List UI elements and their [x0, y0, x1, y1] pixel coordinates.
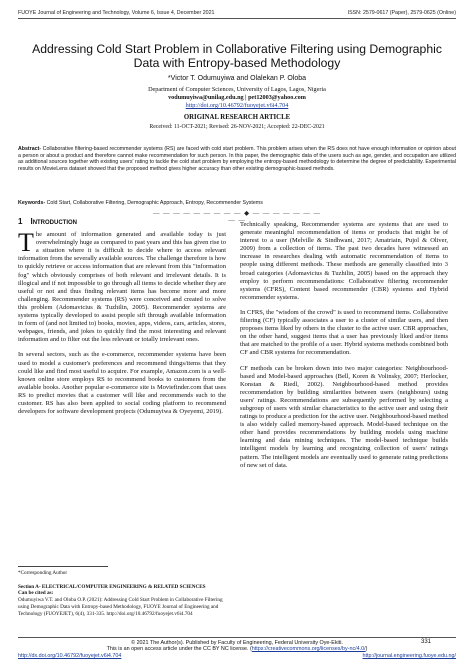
doi-link[interactable]: http://doi.org/10.46792/fuoyejet.v6i4.704 — [185, 102, 289, 109]
section-number: 1 — [18, 217, 23, 226]
intro-paragraph-5: CF methods can be broken down into two major categories: Neighbourhood-based and Model-based approaches (Bell, Koren & Volinsky, 2007; Herlocker, Konstan & Riedl, 2002). Neighbourhood-based method provides recommendation by building similarities between users (neighbours) using users' ratings. Recommendations are subsequently performed by selecting a subgroup of users with similar characteristics to the active user and using their ratings to produce a prediction for the active user. Neighbourhood-based method is also widely called memory-based approach. Model-based technique on the other hand provides recommendations by building models using machine learning and data mining techniques. The model-based technique builds intelligent models by learning and recognizing collection of users' ratings pattern. The intelligent models are eventually used to generate rating predictions of new set of data. — [240, 364, 448, 469]
section-title-initial: I — [30, 217, 33, 226]
authors: *Victor T. Odumuyiwa and Olalekan P. Oloba — [167, 75, 307, 82]
intro-paragraph-1-text: he amount of information generated and available today is just overwhelmingly huge as compared to past years and this has given rise to a situation where it is difficult to decide where to access relevant information from the severally available sources. The challenge therefore is how to quickly retrieve or access information that are relevant from this "information fog" which obviously comprises of both relevant and irrelevant details. It is illogical and if not impossible to go through all items to decide whether they are useful or not and thus finding relevant items has become more and more challenging. Recommender systems (RS) were conceived and created to solve this problem (Adomavicius & Tuzhilin, 2005). Recommender systems are systems typically developed to assist people sift through available information in form of (and not limited to) books, movies, apps, videos, cars, articles, stores, webpages, friends, and jokes to quickly find the most interesting and relevant information and to filter out the less relevant or totally irrelevant ones. — [18, 231, 226, 344]
paper-title: Addressing Cold Start Problem in Collaborative Filtering using Demographic Data with Entropy-based Methodology — [32, 42, 442, 70]
journal-site-link[interactable]: http://journal.engineering.fuoye.edu.ng/ — [362, 652, 456, 659]
page-number: 331 — [421, 639, 432, 645]
footer-links — [18, 653, 456, 659]
page-footer — [18, 637, 456, 659]
corresponding-author-note: *Corresponding Author — [18, 570, 68, 576]
footer-doi-link[interactable]: http://dx.doi.org/10.46792/fuoyejet.v6i4.704 — [18, 652, 122, 659]
author-emails: vodumuyiwa@unilag.edu.ng | pet12003@yahoo.com — [168, 94, 306, 101]
abstract — [18, 146, 456, 172]
copyright-line: © 2021 The Author(s). Published by Faculty of Engineering, Federal University Oye-Ekiti. — [131, 640, 343, 646]
license-prefix: This is an open access article under the CC BY NC license. ( — [106, 646, 252, 653]
article-type: ORIGINAL RESEARCH ARTICLE — [183, 114, 291, 121]
affiliation: Department of Computer Sciences, University of Lagos, Lagos, Nigeria — [148, 86, 326, 93]
footnote-block — [18, 566, 226, 617]
citation-label: Can be cited as: — [18, 590, 54, 597]
issn: ISSN: 2579-0617 (Paper), 2579-0625 (Online) — [347, 10, 456, 16]
keywords-text: Cold Start, Collaborative Filtering, Demographic Approach, Entropy, Recommender Systems — [45, 200, 263, 206]
section-heading-introduction — [18, 218, 226, 227]
abstract-text: Collaborative filtering-based recommender systems (RS) are faced with cold start problem. This problem arises when the RS does not have enough information or opinion about a person or about a product and therefore cannot make recommendation for such person. In this paper, the demographic data of the users such as age, gender, and occupation are utilized as additional sources together with existing users' rating to tackle the cold start problem by employing the entropy-based methodology to determine the degree of predictability. Experimental results on MovieLens dataset showed that the proposed method gives higher accuracy than other existing demographic-based methods. — [18, 146, 456, 172]
keywords — [18, 200, 456, 206]
footnote-rule — [18, 566, 108, 567]
license-link[interactable]: https://creativecommons.org/licenses/by-nc/4.0/ — [251, 646, 366, 653]
abstract-label: Abstract- — [18, 146, 42, 152]
section-title-rest: NTRODUCTION — [32, 220, 78, 226]
intro-paragraph-1 — [18, 228, 226, 344]
journal-name: FUOYE Journal of Engineering and Technology, Volume 6, Issue 4, December 2021 — [18, 10, 215, 16]
running-header — [18, 10, 456, 19]
article-dates: Received: 11-OCT-2021; Revised: 26-NOV-2021; Accepted: 22-DEC-2021 — [149, 124, 325, 130]
intro-paragraph-4: In CFRS, the "wisdom of the crowd" is used to recommend items. Collaborative filtering (CF) typically associates a user to a cluster of similar users, and then proposes items liked by others in the cluster to the active user. CBR approaches, on the other hand, suggest items that a user has previously liked and/or items that are matched to the profile of a user. Hybrid systems methods combined both CF and CBR systems for recommendation. — [240, 308, 448, 357]
right-column — [240, 221, 448, 477]
keywords-label: Keywords- — [18, 200, 46, 206]
left-column — [18, 218, 226, 423]
drop-cap: T — [18, 228, 34, 258]
intro-paragraph-2: In several sectors, such as the e-commerce, recommender systems have been used to model a customer's preferences and recommend things/items that they could like and find most useful to acquire. For example, Amazon.com is a well-known online store employs RS to recommend books to customers from the available books. Another popular e-commerce site is Moviefinder.com that uses RS to predict movies that a customer will like and recommends such to the customer. RS has also been applied to social coding platform to recommend developers for software development projects (Odumuyiwa & Oyeyemi, 2019). — [18, 351, 226, 416]
journal-section: Section A- ELECTRICAL/COMPUTER ENGINEERING & RELATED SCIENCES — [18, 583, 206, 590]
affiliation-block — [30, 86, 444, 110]
section-divider: — — — — — — — — — ◆ — — — — — — — — — — [153, 210, 321, 224]
intro-paragraph-3: Technically speaking, Recommender systems are systems that are used to generate meaningful recommendation of items or products that might be of interest to a user (Melville & Sindhwani, 2017; Amatriain, Pujol & Oliver, 2009) from a collection of items. The past two decades have witnessed an increase in researches dealing with automatic recommendation of items to people using different methods. These methods are generally classified into 3 broad categories (Adomavicius & Tuzhilin, 2005) based on the approach they employ to perform recommendations: Collaborative filtering recommender systems (CFRS), Content based recommender (CBR) systems and Hybrid recommender systems. — [240, 221, 448, 301]
citation-text: Odumuyiwa V.T. and Oloba O.P. (2021): Addressing Cold Start Problem in Collaborative Filtering using Demographic Data with Entropy-based Methodology, FUOYE Journal of Engineering and Technology (FUOYEJET), 6(4), 331-335. http://doi.org/10.46792/fuoyejet.v6i4.704 — [18, 597, 223, 617]
license-suffix: ) — [365, 646, 368, 653]
